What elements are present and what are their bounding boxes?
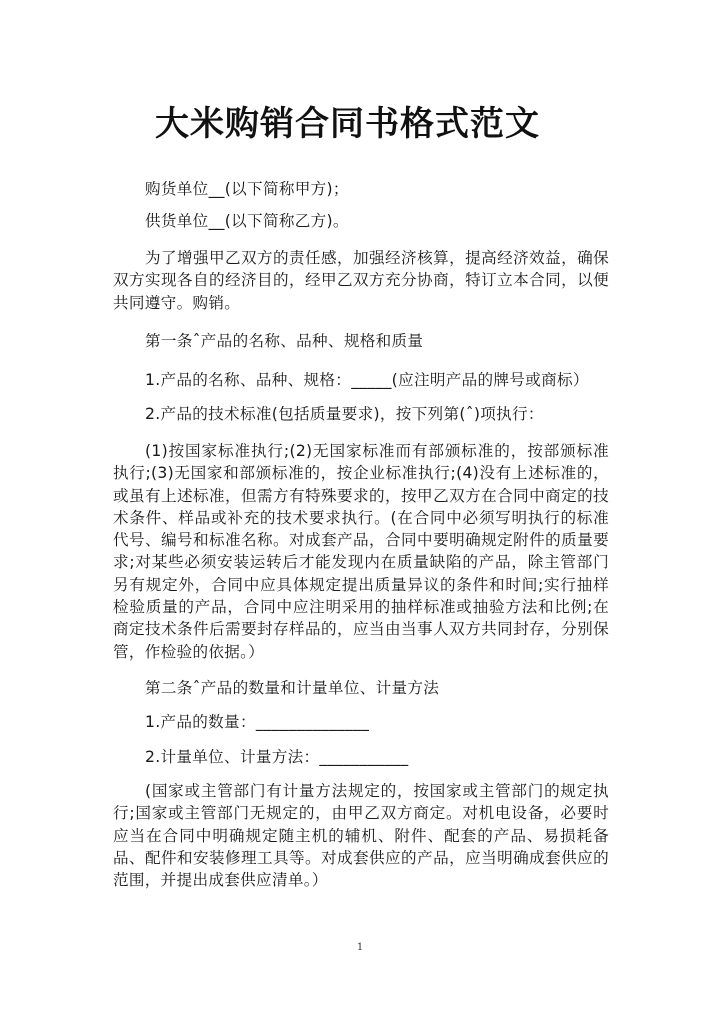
article-1-standards-paragraph: (1)按国家标准执行;(2)无国家标准而有部颁标准的，按部颁标准执行;(3)无国家和部颁标准的，按企业标准执行;(4)没有上述标准的，或虽有上述标准，但需方有特殊要求的，按甲乙双方在合同中商定的技术条件、样品或补充的技术要求执行。(在合同中必须写明执行的标准代号、编号和标准名称。对成套产品，合同中要明确规定附件的质量要求;对某些必须安装运转后才能发现内在质量缺陷的产品，除主管部门另有规定外，合同中应具体规定提出质量异议的条件和时间;实行抽样检验质量的产品，合同中应注明采用的抽样标准或抽验方法和比例;在商定技术条件后需要封存样品的，应当由当事人双方共同封存，分别保管，作检验的依据。） xyxy=(113,442,609,661)
article-1-item-2: 2.产品的技术标准(包括质量要求)，按下列第(ˆ)项执行： xyxy=(145,405,544,423)
article-2-item-2: 2.计量单位、计量方法：___________ xyxy=(145,748,409,766)
buyer-line: 购货单位__(以下简称甲方)； xyxy=(145,180,349,198)
article-2-item-1: 1.产品的数量：______________ xyxy=(145,713,370,731)
page-number: 1 xyxy=(356,942,364,953)
document-title: 大米购销合同书格式范文 xyxy=(155,104,540,144)
preamble-paragraph: 为了增强甲乙双方的责任感，加强经济核算，提高经济效益，确保双方实现各自的经济目的，经甲乙双方充分协商，特订立本合同，以便共同遵守。购销。 xyxy=(113,249,609,312)
seller-line: 供货单位__(以下简称乙方)。 xyxy=(145,212,349,230)
article-1-heading: 第一条ˆ产品的名称、品种、规格和质量 xyxy=(145,332,424,350)
article-2-heading: 第二条ˆ产品的数量和计量单位、计量方法 xyxy=(145,679,440,697)
article-2-measurement-paragraph: (国家或主管部门有计量方法规定的，按国家或主管部门的规定执行;国家或主管部门无规定的，由甲乙双方商定。对机电设备，必要时应当在合同中明确规定随主机的辅机、附件、配套的产品、易损耗备品、配件和安装修理工具等。对成套供应的产品，应当明确成套供应的范围，并提出成套供应清单。） xyxy=(113,782,609,890)
article-1-item-1: 1.产品的名称、品种、规格：_____(应注明产品的牌号或商标） xyxy=(145,371,589,389)
